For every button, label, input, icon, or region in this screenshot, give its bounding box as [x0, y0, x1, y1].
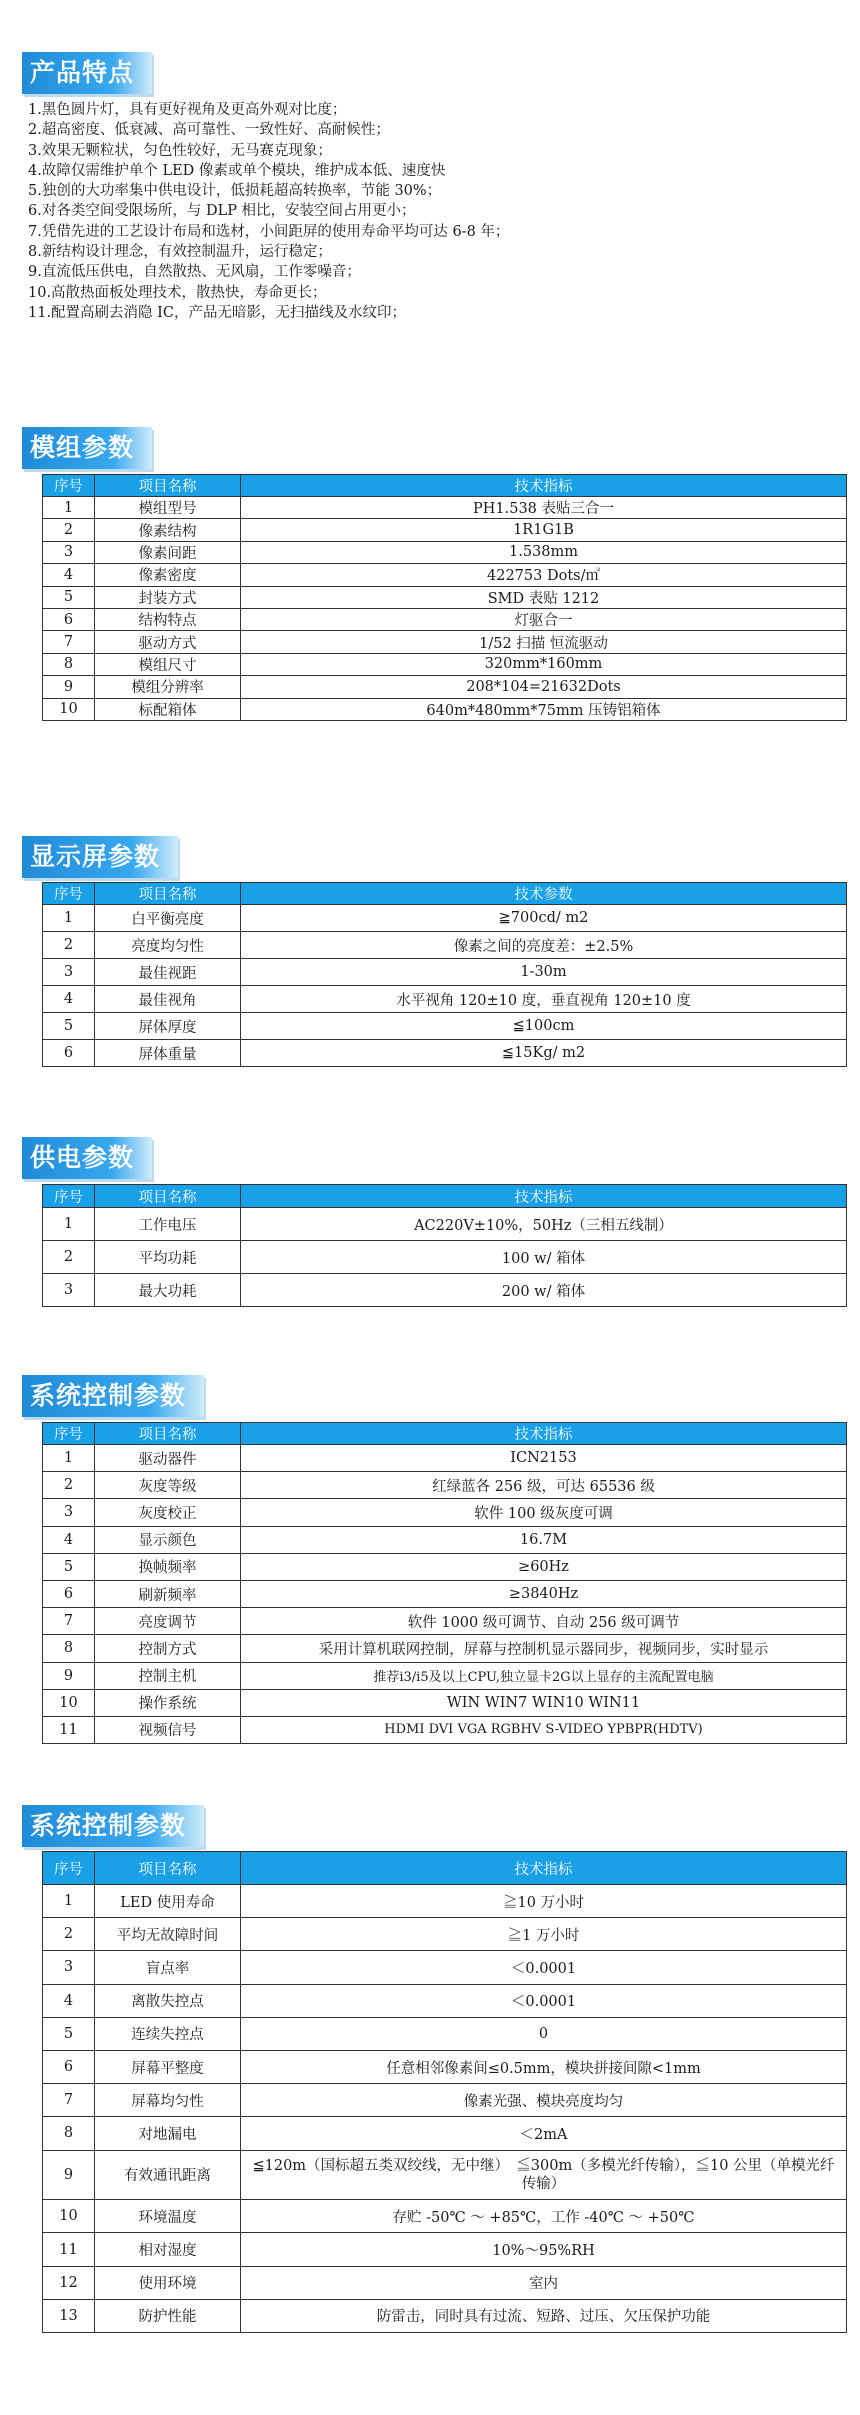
item-name: 平均功耗 — [95, 1241, 241, 1274]
column-header: 项目名称 — [95, 1185, 241, 1208]
item-name: 模组分辨率 — [95, 676, 241, 698]
feature-item: 1.黑色圆片灯，具有更好视角及更高外观对比度； — [28, 102, 347, 118]
column-header: 项目名称 — [95, 475, 241, 497]
item-name: 防护性能 — [95, 2299, 241, 2332]
table-row — [43, 608, 847, 630]
row-index: 1 — [43, 1445, 95, 1472]
column-header: 项目名称 — [95, 1852, 241, 1885]
row-index: 5 — [43, 586, 95, 608]
feature-item: 8.新结构设计理念，有效控制温升，运行稳定； — [28, 244, 332, 261]
column-header: 序号 — [43, 883, 95, 905]
item-value: 任意相邻像素间≤0.5mm，模块拼接间隙<1mm — [241, 2050, 847, 2083]
table-row — [43, 1274, 847, 1307]
item-value: ≦15Kg/ m2 — [241, 1040, 847, 1067]
item-value: 208*104=21632Dots — [241, 676, 847, 698]
item-name: 像素结构 — [95, 519, 241, 541]
table-row — [43, 932, 847, 959]
item-value: ≧1 万小时 — [241, 1918, 847, 1951]
item-value: 10%～95%RH — [241, 2233, 847, 2266]
item-name: 视频信号 — [95, 1716, 241, 1743]
module-table — [42, 474, 847, 721]
table-row — [43, 1472, 847, 1499]
table-row — [43, 2299, 847, 2332]
row-index: 2 — [43, 519, 95, 541]
table-row — [43, 1553, 847, 1580]
item-name: 有效通讯距离 — [95, 2150, 241, 2200]
table-row — [43, 2200, 847, 2233]
item-value: ＜2mA — [241, 2117, 847, 2150]
item-name: 屏幕均匀性 — [95, 2084, 241, 2117]
row-index: 13 — [43, 2299, 95, 2332]
item-value: 200 w/ 箱体 — [241, 1274, 847, 1307]
table-header-row — [43, 1852, 847, 1885]
row-index: 5 — [43, 1553, 95, 1580]
item-value: ≦100cm — [241, 1013, 847, 1040]
display-title: 显示屏参数 — [22, 836, 178, 878]
row-index: 9 — [43, 676, 95, 698]
item-name: 驱动方式 — [95, 631, 241, 653]
item-value: 水平视角 120±10 度，垂直视角 120±10 度 — [241, 986, 847, 1013]
item-name: 控制方式 — [95, 1635, 241, 1662]
table-row — [43, 1885, 847, 1918]
item-value: ICN2153 — [241, 1445, 847, 1472]
row-index: 1 — [43, 1885, 95, 1918]
row-index: 2 — [43, 932, 95, 959]
table-row — [43, 2084, 847, 2117]
table-header-row — [43, 475, 847, 497]
module-title: 模组参数 — [22, 427, 152, 469]
row-index: 10 — [43, 2200, 95, 2233]
item-value: 320mm*160mm — [241, 653, 847, 675]
column-header: 技术参数 — [241, 883, 847, 905]
item-value: PH1.538 表贴三合一 — [241, 497, 847, 519]
column-header: 项目名称 — [95, 1423, 241, 1445]
row-index: 3 — [43, 1951, 95, 1984]
table-row — [43, 2117, 847, 2150]
row-index: 10 — [43, 1689, 95, 1716]
item-name: 使用环境 — [95, 2266, 241, 2299]
item-name: 灰度等级 — [95, 1472, 241, 1499]
control-table — [42, 1422, 847, 1744]
feature-item: 7.凭借先进的工艺设计布局和选材，小间距屏的使用寿命平均可达 6-8 年； — [28, 223, 510, 240]
feature-item: 2.超高密度、低衰减、高可靠性、一致性好、高耐候性； — [28, 122, 390, 139]
item-name: 对地漏电 — [95, 2117, 241, 2150]
item-name: 模组型号 — [95, 497, 241, 519]
item-value: 1/52 扫描 恒流驱动 — [241, 631, 847, 653]
item-value: 灯驱合一 — [241, 608, 847, 630]
system-table — [42, 1851, 847, 2333]
item-name: 显示颜色 — [95, 1526, 241, 1553]
feature-item: 6.对各类空间受限场所，与 DLP 相比，安装空间占用更小； — [28, 203, 416, 220]
feature-item: 5.独创的大功率集中供电设计，低损耗超高转换率，节能 30%； — [28, 183, 442, 200]
row-index: 2 — [43, 1918, 95, 1951]
table-row — [43, 676, 847, 698]
item-value: ＜0.0001 — [241, 1984, 847, 2017]
item-name: 环境温度 — [95, 2200, 241, 2233]
system-title: 系统控制参数 — [22, 1805, 204, 1847]
item-value: WIN WIN7 WIN10 WIN11 — [241, 1689, 847, 1716]
item-value: ≥60Hz — [241, 1553, 847, 1580]
item-name: LED 使用寿命 — [95, 1885, 241, 1918]
column-header: 序号 — [43, 475, 95, 497]
item-name: 像素密度 — [95, 564, 241, 586]
row-index: 12 — [43, 2266, 95, 2299]
table-row — [43, 2017, 847, 2050]
table-row — [43, 1445, 847, 1472]
table-row — [43, 2050, 847, 2083]
table-row — [43, 1208, 847, 1241]
row-index: 9 — [43, 2150, 95, 2200]
row-index: 6 — [43, 2050, 95, 2083]
table-row — [43, 2266, 847, 2299]
feature-item: 3.效果无颗粒状，匀色性较好，无马赛克现象； — [28, 142, 332, 159]
item-value: ≥3840Hz — [241, 1580, 847, 1607]
item-name: 亮度调节 — [95, 1608, 241, 1635]
table-row — [43, 2233, 847, 2266]
power-table — [42, 1184, 847, 1307]
row-index: 2 — [43, 1241, 95, 1274]
table-row — [43, 1580, 847, 1607]
row-index: 7 — [43, 1608, 95, 1635]
item-value: 防雷击，同时具有过流、短路、过压、欠压保护功能 — [241, 2299, 847, 2332]
power-title: 供电参数 — [22, 1137, 152, 1179]
item-name: 换帧频率 — [95, 1553, 241, 1580]
item-name: 连续失控点 — [95, 2017, 241, 2050]
item-name: 灰度校正 — [95, 1499, 241, 1526]
table-row — [43, 1608, 847, 1635]
item-name: 控制主机 — [95, 1662, 241, 1689]
row-index: 2 — [43, 1472, 95, 1499]
column-header: 序号 — [43, 1185, 95, 1208]
item-value: 软件 1000 级可调节、自动 256 级可调节 — [241, 1608, 847, 1635]
item-name: 结构特点 — [95, 608, 241, 630]
column-header: 项目名称 — [95, 883, 241, 905]
item-value: 采用计算机联网控制，屏幕与控制机显示器同步，视频同步，实时显示 — [241, 1635, 847, 1662]
item-name: 平均无故障时间 — [95, 1918, 241, 1951]
column-header: 技术指标 — [241, 1852, 847, 1885]
table-row — [43, 497, 847, 519]
item-value: ＜0.0001 — [241, 1951, 847, 1984]
item-value: 推荐i3/i5及以上CPU,独立显卡2G以上显存的主流配置电脑 — [241, 1662, 847, 1689]
row-index: 1 — [43, 905, 95, 932]
display-table — [42, 882, 847, 1067]
item-name: 像素间距 — [95, 541, 241, 563]
row-index: 6 — [43, 608, 95, 630]
feature-item: 9.直流低压供电，自然散热、无风扇，工作零噪音； — [28, 264, 361, 281]
item-name: 相对湿度 — [95, 2233, 241, 2266]
row-index: 7 — [43, 2084, 95, 2117]
table-row — [43, 586, 847, 608]
table-row — [43, 1526, 847, 1553]
column-header: 序号 — [43, 1423, 95, 1445]
item-value: 16.7M — [241, 1526, 847, 1553]
feature-item: 4.故障仅需维护单个 LED 像素或单个模块，维护成本低、速度快 — [28, 162, 446, 179]
item-value: 100 w/ 箱体 — [241, 1241, 847, 1274]
item-name: 刷新频率 — [95, 1580, 241, 1607]
item-name: 封装方式 — [95, 586, 241, 608]
table-row — [43, 905, 847, 932]
row-index: 1 — [43, 497, 95, 519]
item-value: ≧10 万小时 — [241, 1885, 847, 1918]
control-title: 系统控制参数 — [22, 1375, 204, 1417]
item-value: ≧700cd/ m2 — [241, 905, 847, 932]
item-name: 最大功耗 — [95, 1274, 241, 1307]
item-value: 422753 Dots/㎡ — [241, 564, 847, 586]
row-index: 4 — [43, 1984, 95, 2017]
table-row — [43, 986, 847, 1013]
table-row — [43, 1635, 847, 1662]
item-name: 屏体厚度 — [95, 1013, 241, 1040]
table-row — [43, 1689, 847, 1716]
item-value: 像素光强、模块亮度均匀 — [241, 2084, 847, 2117]
item-name: 驱动器件 — [95, 1445, 241, 1472]
table-row — [43, 1918, 847, 1951]
row-index: 8 — [43, 2117, 95, 2150]
row-index: 3 — [43, 1499, 95, 1526]
row-index: 9 — [43, 1662, 95, 1689]
item-name: 离散失控点 — [95, 1984, 241, 2017]
table-header-row — [43, 1185, 847, 1208]
table-row — [43, 2150, 847, 2200]
table-row — [43, 1013, 847, 1040]
row-index: 7 — [43, 631, 95, 653]
row-index: 1 — [43, 1208, 95, 1241]
table-row — [43, 1984, 847, 2017]
item-value: 0 — [241, 2017, 847, 2050]
item-name: 屏体重量 — [95, 1040, 241, 1067]
item-value: AC220V±10%，50Hz（三相五线制） — [241, 1208, 847, 1241]
row-index: 4 — [43, 986, 95, 1013]
table-row — [43, 631, 847, 653]
column-header: 技术指标 — [241, 1185, 847, 1208]
table-row — [43, 1241, 847, 1274]
column-header: 技术指标 — [241, 475, 847, 497]
row-index: 8 — [43, 653, 95, 675]
item-name: 白平衡亮度 — [95, 905, 241, 932]
item-name: 模组尺寸 — [95, 653, 241, 675]
table-row — [43, 653, 847, 675]
table-row — [43, 1951, 847, 1984]
row-index: 5 — [43, 2017, 95, 2050]
table-row — [43, 1499, 847, 1526]
item-name: 操作系统 — [95, 1689, 241, 1716]
item-value: 存贮 -50℃ ～ +85℃，工作 -40℃ ～ +50℃ — [241, 2200, 847, 2233]
row-index: 5 — [43, 1013, 95, 1040]
item-value: HDMI DVI VGA RGBHV S-VIDEO YPBPR(HDTV) — [241, 1716, 847, 1743]
item-name: 屏幕平整度 — [95, 2050, 241, 2083]
features-title: 产品特点 — [22, 52, 152, 94]
table-row — [43, 959, 847, 986]
row-index: 3 — [43, 541, 95, 563]
table-row — [43, 564, 847, 586]
features-list — [28, 100, 509, 323]
row-index: 3 — [43, 1274, 95, 1307]
feature-item: 10.高散热面板处理技术，散热快，寿命更长； — [28, 284, 327, 301]
item-value: 1.538mm — [241, 541, 847, 563]
row-index: 6 — [43, 1580, 95, 1607]
row-index: 10 — [43, 698, 95, 720]
item-value: 软件 100 级灰度可调 — [241, 1499, 847, 1526]
row-index: 3 — [43, 959, 95, 986]
table-row — [43, 1040, 847, 1067]
item-name: 最佳视距 — [95, 959, 241, 986]
item-name: 亮度均匀性 — [95, 932, 241, 959]
item-value: 1R1G1B — [241, 519, 847, 541]
table-header-row — [43, 1423, 847, 1445]
item-name: 最佳视角 — [95, 986, 241, 1013]
row-index: 11 — [43, 1716, 95, 1743]
table-row — [43, 541, 847, 563]
item-value: ≦120m（国标超五类双绞线，无中继） ≦300m（多模光纤传输），≦10 公里（单模光纤传输） — [241, 2150, 847, 2200]
row-index: 4 — [43, 564, 95, 586]
row-index: 8 — [43, 1635, 95, 1662]
row-index: 4 — [43, 1526, 95, 1553]
table-row — [43, 1716, 847, 1743]
item-value: 室内 — [241, 2266, 847, 2299]
item-value: SMD 表贴 1212 — [241, 586, 847, 608]
table-row — [43, 698, 847, 720]
table-row — [43, 519, 847, 541]
item-value: 640m*480mm*75mm 压铸铝箱体 — [241, 698, 847, 720]
feature-item: 11.配置高刷去消隐 IC，产品无暗影，无扫描线及水纹印； — [28, 304, 406, 321]
item-name: 工作电压 — [95, 1208, 241, 1241]
column-header: 技术指标 — [241, 1423, 847, 1445]
item-value: 1-30m — [241, 959, 847, 986]
item-value: 像素之间的亮度差：±2.5% — [241, 932, 847, 959]
item-name: 标配箱体 — [95, 698, 241, 720]
table-header-row — [43, 883, 847, 905]
table-row — [43, 1662, 847, 1689]
item-value: 红绿蓝各 256 级，可达 65536 级 — [241, 1472, 847, 1499]
row-index: 6 — [43, 1040, 95, 1067]
row-index: 11 — [43, 2233, 95, 2266]
item-name: 盲点率 — [95, 1951, 241, 1984]
column-header: 序号 — [43, 1852, 95, 1885]
